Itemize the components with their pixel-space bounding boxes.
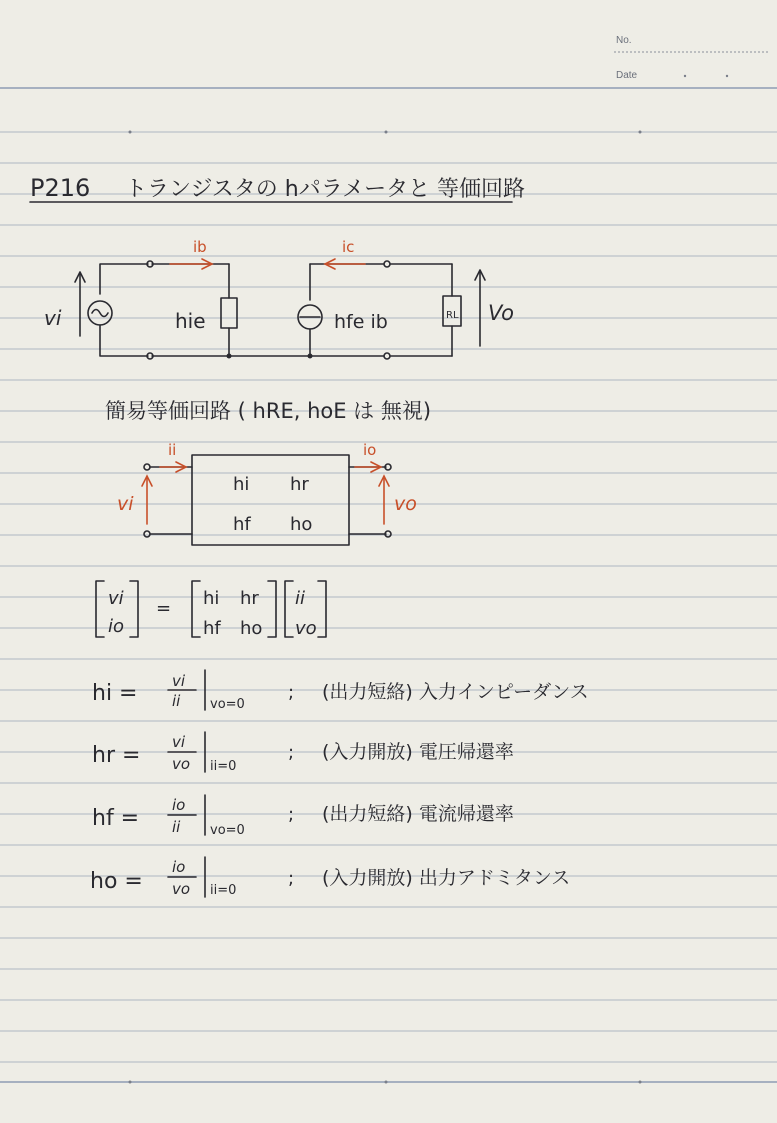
label-hfe-ib: hfe ib xyxy=(334,311,388,333)
date-label: Date xyxy=(616,70,638,81)
label-ic: ic xyxy=(342,238,355,256)
matrix-rhs-1: ii xyxy=(295,588,306,609)
param-cond: vo=0 xyxy=(210,823,245,838)
param-num: io xyxy=(172,796,186,814)
resistor-hie-icon xyxy=(221,298,237,328)
param-cond: ii=0 xyxy=(210,759,237,774)
param-sep: ; xyxy=(288,868,295,889)
param-sep: ; xyxy=(288,742,295,763)
param-den: ii xyxy=(172,818,181,836)
matrix-hi: hi xyxy=(203,588,220,609)
matrix-hf: hf xyxy=(203,618,221,639)
param-den: ii xyxy=(172,692,181,710)
param-num: io xyxy=(172,858,186,876)
param-name: hi = xyxy=(92,681,138,706)
box-hr: hr xyxy=(290,474,309,495)
param-cond: ii=0 xyxy=(210,883,237,898)
two-port-box xyxy=(192,455,349,545)
param-num: vi xyxy=(172,733,186,751)
param-den: vo xyxy=(172,880,191,898)
page-number: P216 xyxy=(30,174,91,202)
two-port-diagram xyxy=(117,441,417,545)
no-label: No. xyxy=(616,35,632,46)
param-row-hr xyxy=(92,732,514,774)
param-name: ho = xyxy=(90,869,143,894)
label-rl: RL xyxy=(446,310,459,321)
param-row-hi xyxy=(92,670,589,712)
param-desc: (入力開放) 出力アドミタンス xyxy=(322,867,571,889)
param-desc: (出力短絡) 電流帰還率 xyxy=(322,803,514,825)
param-desc: (出力短絡) 入力インピーダンス xyxy=(322,681,589,703)
box-hi: hi xyxy=(233,474,250,495)
param-num: vi xyxy=(172,672,186,690)
box-ho: ho xyxy=(290,514,313,535)
page-title: トランジスタの hパラメータと 等価回路 xyxy=(125,177,526,202)
simplified-title: 簡易等価回路 ( hRE, hoE は 無視) xyxy=(105,399,432,423)
matrix-hr: hr xyxy=(240,588,259,609)
ruled-lines xyxy=(0,88,777,1082)
label-hie: hie xyxy=(175,309,206,333)
param-row-ho xyxy=(90,857,570,898)
matrix-lhs-1: vi xyxy=(108,588,124,609)
box-hf: hf xyxy=(233,514,251,535)
matrix-ho: ho xyxy=(240,618,263,639)
param-den: vo xyxy=(172,755,191,773)
matrix-equation xyxy=(96,581,326,639)
label-vo: Vo xyxy=(488,301,514,325)
param-name: hf = xyxy=(92,806,140,831)
label-vi: vi xyxy=(44,306,62,330)
label-ii: ii xyxy=(168,441,177,459)
param-row-hf xyxy=(92,795,514,838)
matrix-lhs-2: io xyxy=(108,616,125,637)
label-ib: ib xyxy=(193,238,207,256)
matrix-equals: = xyxy=(156,598,172,619)
label-two-port-vo: vo xyxy=(394,493,417,515)
param-name: hr = xyxy=(92,743,141,768)
param-sep: ; xyxy=(288,682,295,703)
label-two-port-vi: vi xyxy=(117,493,134,515)
param-sep: ; xyxy=(288,804,295,825)
matrix-rhs-2: vo xyxy=(295,618,317,639)
label-io: io xyxy=(363,441,377,459)
param-desc: (入力開放) 電圧帰還率 xyxy=(322,741,514,763)
param-cond: vo=0 xyxy=(210,697,245,712)
